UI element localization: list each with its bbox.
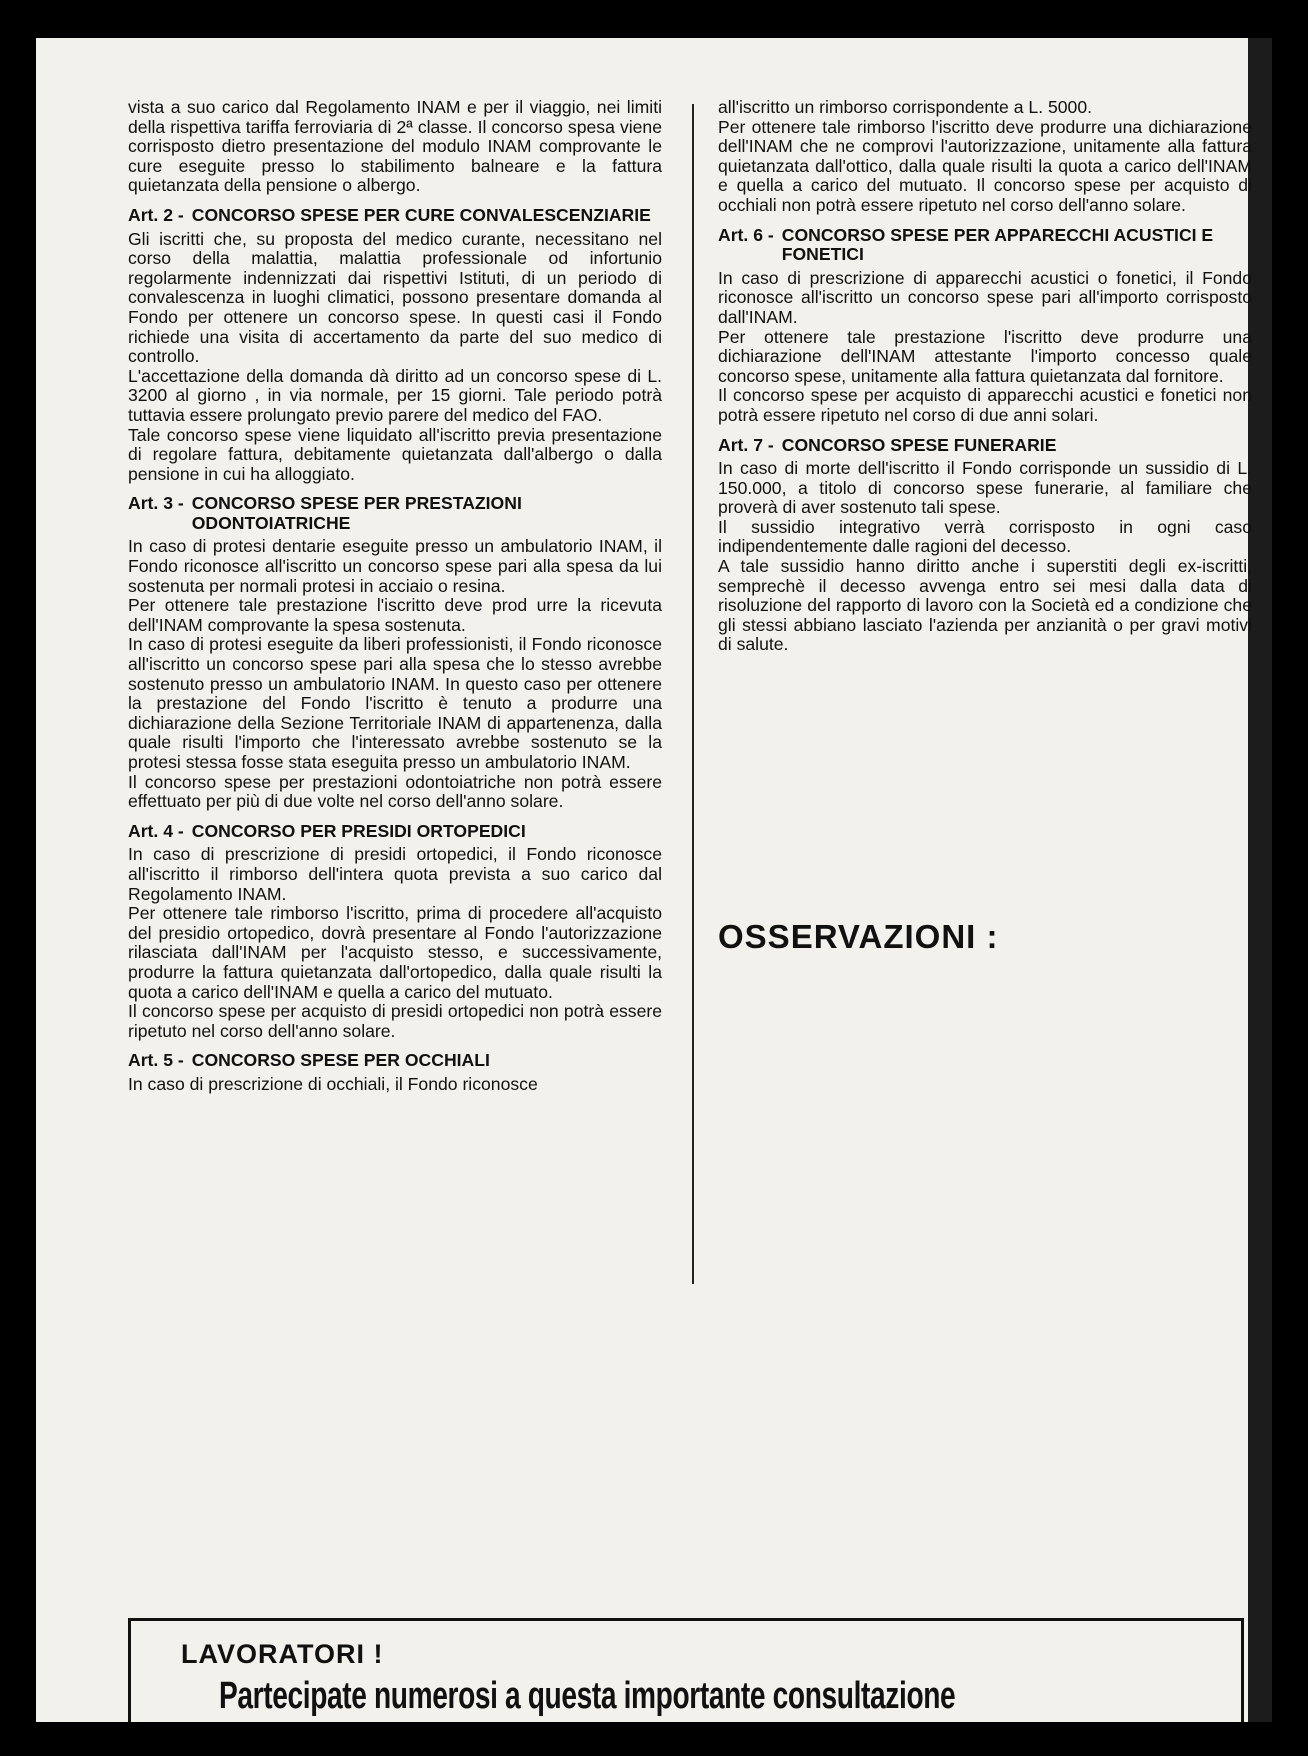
paragraph: Il sussidio integrativo verrà corrisposto in ogni caso indipendentemente dalle ragioni del decesso. bbox=[718, 516, 1252, 557]
article-title: CONCORSO SPESE PER OCCHIALI bbox=[191, 1050, 490, 1071]
paragraph: Per ottenere tale rimborso l'iscritto, prima di procedere all'acquisto del presidio ortopedico, dovrà presentare al Fondo l'autorizzazione rilasciata dall'INAM per l'acquisto stesso, e successivamente, produrre la fattura quietanzata dall'ortopedico, dalla quale risulti la quota a carico dell'INAM e quella a carico del mutuato. bbox=[128, 903, 662, 1002]
right-column bbox=[718, 98, 1252, 655]
paragraph: In caso di prescrizione di occhiali, il Fondo riconosce bbox=[128, 1073, 538, 1094]
paragraph: Tale concorso spese viene liquidato all'iscritto previa presentazione di regolare fattura, debitamente quietanzata dall'albergo o dalla pensione in cui ha alloggiato. bbox=[128, 424, 662, 484]
paragraph: Il concorso spese per acquisto di apparecchi acustici e fonetici non potrà essere ripetuto nel corso di due anni solari. bbox=[718, 385, 1252, 425]
paragraph: In caso di prescrizione di apparecchi acustici o fonetici, il Fondo riconosce all'iscritto un concorso spese pari all'importo corrisposto dall'INAM. bbox=[718, 267, 1252, 327]
article-6-heading bbox=[718, 226, 1252, 265]
article-number: Art. 2 - bbox=[128, 204, 184, 225]
article-4-heading bbox=[128, 822, 662, 842]
paragraph: In caso di protesi eseguite da liberi professionisti, il Fondo riconosce all'iscritto un concorso spese pari alla spesa che lo stesso avrebbe sostenuto presso un ambulatorio INAM. In questo caso per ottenere la prestazione del Fondo l'iscritto è tenuto a produrre una dichiarazione della Sezione Territoriale INAM di appartenenza, dalla quale risulti l'importo che l'interessato avrebbe sostenuto se la protesi stessa fosse stata eseguita presso un ambulatorio INAM. bbox=[128, 634, 662, 772]
article-title: CONCORSO SPESE PER PRESTAZIONI ODONTOIATRICHE bbox=[191, 493, 522, 533]
paragraph: Il concorso spese per acquisto di presidi ortopedici non potrà essere ripetuto nel corso dell'anno solare. bbox=[128, 1001, 662, 1041]
paragraph: all'iscritto un rimborso corrispondente a L. 5000. bbox=[718, 97, 1092, 117]
paragraph: L'accettazione della domanda dà diritto ad un concorso spese di L. 3200 al giorno , in via normale, per 15 giorni. Tale periodo potrà tuttavia essere prolungato previo parere del medico del FAO. bbox=[128, 365, 662, 425]
article-number: Art. 3 - bbox=[128, 493, 184, 514]
article-title: CONCORSO SPESE PER APPARECCHI ACUSTICI E FONETICI bbox=[781, 224, 1214, 265]
paragraph: Per ottenere tale prestazione l'iscritto deve produrre una dichiarazione dell'INAM attestante l'importo concesso quale concorso spese, unitamente alla fattura quietanzata dal fornitore. bbox=[718, 326, 1252, 386]
article-title: CONCORSO SPESE FUNERARIE bbox=[781, 434, 1057, 455]
article-title: CONCORSO SPESE PER CURE CONVALESCENZIARIE bbox=[191, 204, 651, 225]
observations-heading: OSSERVAZIONI : bbox=[718, 918, 999, 955]
paragraph: Per ottenere tale rimborso l'iscritto deve produrre una dichiarazione dell'INAM che ne comprovi l'autorizzazione, unitamente alla fattura quietanzata dall'ottico, dalla quale risulti la quota a carico dell'INAM e quella a carico del mutuato. Il concorso spese per acquisto di occhiali non potrà essere ripetuto nel corso dell'anno solare. bbox=[718, 116, 1252, 215]
banner-headline: LAVORATORI ! bbox=[181, 1639, 384, 1669]
paragraph: A tale sussidio hanno diritto anche i superstiti degli ex-iscritti, semprechè il decesso avvenga entro sei mesi dalla data di risoluzione del rapporto di lavoro con la Società ed a condizione che gli stessi abbiano lasciato l'azienda per anzianità o per gravi motivi di salute. bbox=[718, 556, 1252, 655]
article-number: Art. 4 - bbox=[128, 820, 184, 841]
call-to-action-banner bbox=[128, 1618, 1244, 1722]
document-page bbox=[36, 38, 1272, 1722]
article-2-heading bbox=[128, 206, 662, 226]
paragraph: Gli iscritti che, su proposta del medico curante, necessitano nel corso della malattia, malattia professionale od infortunio regolarmente indennizzati dai rispettivi Istituti, di un periodo di convalescenza in luoghi climatici, possono presentare domanda al Fondo per ottenere un concorso spese. In questi casi il Fondo richiede una visita di accertamento da parte del suo medico di controllo. bbox=[128, 228, 662, 367]
paragraph: In caso di morte dell'iscritto il Fondo corrisponde un sussidio di L. 150.000, a titolo di concorso spese funerarie, al familiare che proverà di aver sostenuto tali spese. bbox=[718, 458, 1252, 518]
article-title: CONCORSO PER PRESIDI ORTOPEDICI bbox=[191, 820, 526, 841]
intro-paragraph: vista a suo carico dal Regolamento INAM e per il viaggio, nei limiti della rispettiva tariffa ferroviaria di 2ª classe. Il concorso spesa viene corrisposto dietro presentazione del modulo INAM comprovante le cure eseguite presso lo stabilimento balneare e la fattura quietanzata della pensione o albergo. bbox=[128, 97, 662, 196]
article-3-heading bbox=[128, 494, 662, 533]
paragraph: Il concorso spese per prestazioni odontoiatriche non potrà essere effettuato per più di due volte nel corso dell'anno solare. bbox=[128, 771, 662, 812]
article-number: Art. 5 - bbox=[128, 1050, 184, 1071]
column-divider bbox=[692, 104, 694, 1284]
paragraph: In caso di prescrizione di presidi ortopedici, il Fondo riconosce all'iscritto il rimborso dell'intera quota prevista a suo carico dal Regolamento INAM. bbox=[128, 844, 662, 904]
article-number: Art. 7 - bbox=[718, 434, 774, 455]
article-7-heading bbox=[718, 436, 1252, 456]
paragraph: In caso di protesi dentarie eseguite presso un ambulatorio INAM, il Fondo riconosce all'iscritto un concorso spese pari alla spesa da lui sostenuta per normali protesi in acciaio o resina. bbox=[128, 536, 662, 596]
article-number: Art. 6 - bbox=[718, 224, 774, 245]
banner-slogan: Partecipate numerosi a questa importante consultazione bbox=[219, 1675, 956, 1717]
left-column bbox=[128, 98, 662, 1095]
paragraph: Per ottenere tale prestazione l'iscritto deve prod urre la ricevuta dell'INAM comprovante la spesa sostenuta. bbox=[128, 595, 662, 635]
article-5-heading bbox=[128, 1051, 662, 1071]
